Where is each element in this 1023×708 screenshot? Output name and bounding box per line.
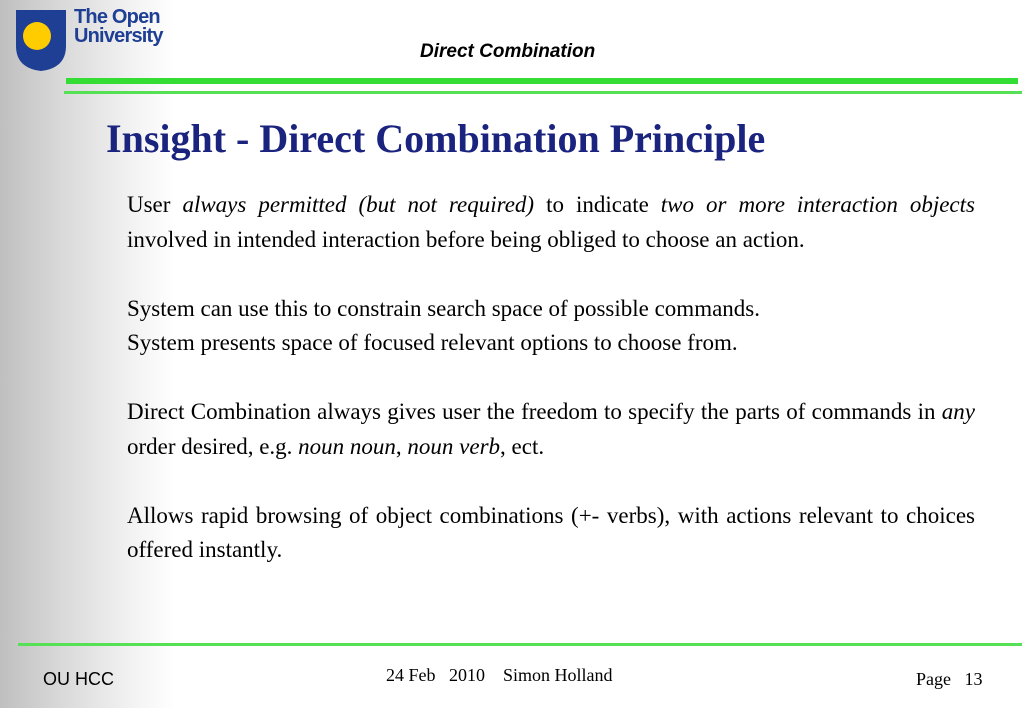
p3-text-3: , — [395, 433, 408, 459]
header-title: Direct Combination — [420, 41, 596, 62]
logo-line-2: University — [74, 25, 163, 47]
p3-text-2: order desired, e.g. — [127, 433, 299, 459]
footer-date-author — [386, 665, 613, 686]
p3-text-1: Direct Combination always gives user the freedom to specify the parts of commands in — [127, 399, 942, 424]
footer-rule — [18, 643, 1022, 646]
p1-text-2: to indicate — [534, 192, 661, 217]
p1-italic-1: always permitted (but not required) — [182, 192, 535, 217]
header-rule-thick — [66, 78, 1018, 84]
p1-text-3: involved in intended interaction before being obliged to choose an action. — [127, 226, 805, 252]
paragraph-3 — [127, 395, 975, 464]
logo-line-1: The Open — [74, 6, 160, 28]
logo-wordmark — [74, 8, 184, 46]
p3-italic-3: noun verb — [407, 433, 501, 459]
p3-italic-1: any — [941, 399, 975, 424]
logo-shield-icon — [14, 8, 68, 72]
p1-italic-2: two or more interaction objects — [660, 192, 975, 217]
paragraph-4 — [127, 499, 975, 568]
footer-course: OU HCC — [43, 669, 114, 689]
p3-italic-2: noun noun — [298, 433, 396, 459]
p4-text: Allows rapid browsing of object combinations (+- verbs), with actions relevant to choices offered instantly. — [127, 502, 975, 562]
open-university-logo — [14, 8, 174, 74]
footer-date: 24 Feb 2010 — [386, 665, 485, 685]
paragraph-2 — [127, 292, 975, 361]
p1-text-1: User — [127, 192, 183, 217]
p2-line-1: System can use this to constrain search space of possible commands. — [127, 295, 760, 321]
page-number: 13 — [964, 669, 983, 689]
footer-author: Simon Holland — [503, 665, 613, 685]
header-rule-thin — [64, 91, 1022, 94]
slide-body — [127, 188, 975, 568]
paragraph-1 — [127, 188, 975, 257]
p3-text-4: , ect. — [500, 433, 545, 459]
p2-line-2: System presents space of focused relevant options to choose from. — [127, 330, 738, 355]
footer-page — [916, 669, 983, 690]
slide-title: Insight - Direct Combination Principle — [106, 116, 766, 161]
page-label: Page — [916, 669, 951, 689]
